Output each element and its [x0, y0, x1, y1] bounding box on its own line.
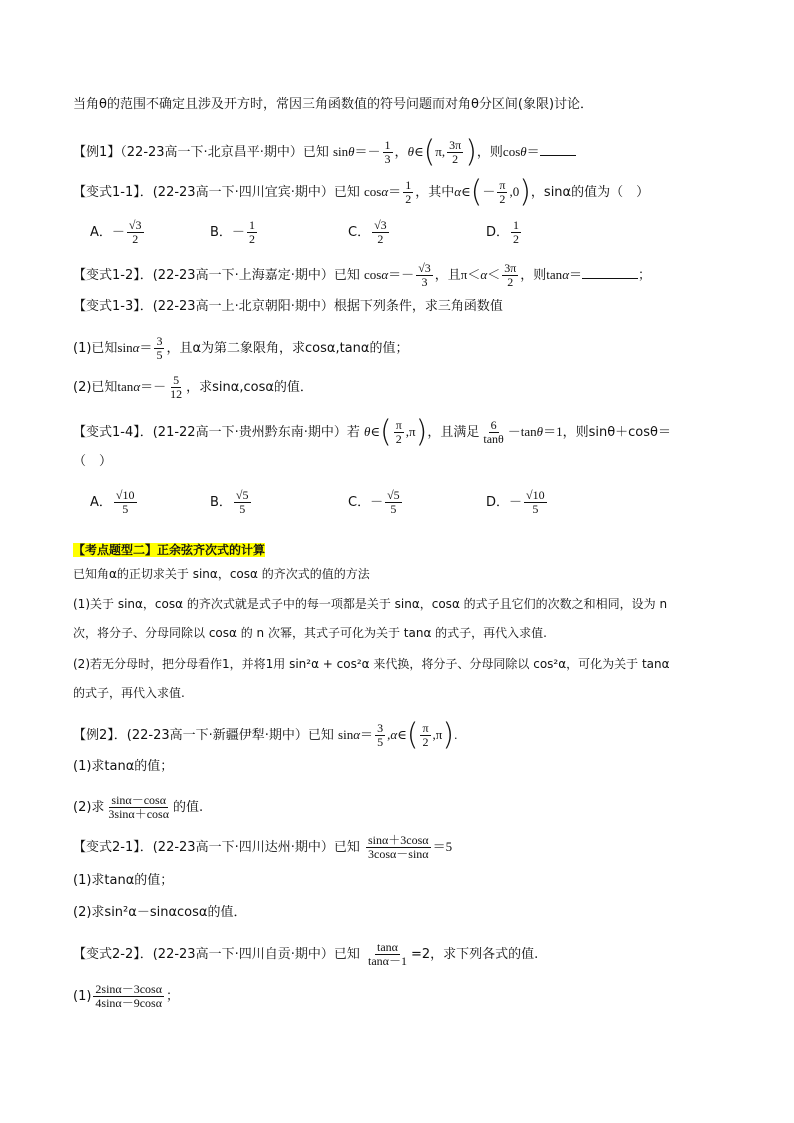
example-2: 【例2】．(22-23高一下·新疆伊犁·期中）已知 sinα＝ $\frac{3}{5}$ ,α∈( $\frac{\pi}{2}$ ,π). [73, 717, 458, 753]
variant-2-2-q1: (1) $\frac{2\sin\alpha-3\cos\alpha}{4\sin\alpha-9\cos\alpha}$ ； [73, 982, 180, 1010]
option-b[interactable]: B． $\frac{√5}{5}$ [210, 488, 249, 516]
variant-2-1-q1: (1)求tanα的值； [73, 873, 174, 888]
variant-2-2: 【变式2-2】．(22-23高一下·四川自贡·期中）已知 $\frac{\tan\alpha}{\tan\alpha-1}$ =2，求下列各式的值. [73, 940, 539, 968]
variant-1-3: 【变式1-3】．(22-23高一上·北京朝阳·期中）根据下列条件，求三角函数值 [73, 299, 503, 314]
variant-1-2: 【变式1-2】．(22-23高一下·上海嘉定·期中）已知 cosα＝－ $\frac{√3}{3}$ ，且π＜α＜ $\frac{3\pi}{2}$ ，则tanα＝ ； [73, 261, 652, 289]
method-line-5: 的式子，再代入求值. [73, 686, 185, 700]
variant-1-3-q2: (2)已知tanα＝－ $\frac{5}{12}$ ，求sinα,cosα的值． [73, 373, 313, 401]
variant-2-1-q2: (2)求sin²α－sinαcosα的值． [73, 905, 247, 920]
method-line-4: (2)若无分母时，把分母看作1，并将1用 sin²α + cos²α 来代换，将分子、分母同除以 cos²α，可化为关于 tanα [73, 657, 670, 671]
intro-text: 当角θ的范围不确定且涉及开方时，常因三角函数值的符号问题而对角θ分区间(象限)讨论． [73, 97, 594, 112]
example-2-q2: (2)求 $\frac{\sin\alpha-\cos\alpha}{3\sin\alpha+\cos\alpha}$ 的值. [73, 793, 204, 821]
option-b[interactable]: B．－ $\frac{1}{2}$ [210, 218, 255, 246]
variant-1-4-paren: （ ） [73, 454, 113, 469]
example-2-q1: (1)求tanα的值； [73, 759, 174, 774]
variant-1-1: 【变式1-1】．(22-23高一下·四川宜宾·期中）已知 cosα＝ $\frac{1}{2}$ ，其中α∈(－ $\frac{\pi}{2}$ ,0)，sinα的值为（ ） [73, 174, 650, 210]
variant-2-1: 【变式2-1】．(22-23高一下·四川达州·期中）已知 $\frac{\sin\alpha+3\cos\alpha}{3\cos\alpha-\sin\alpha}$ ＝5 [73, 833, 453, 861]
option-d[interactable]: D．－ $\frac{√10}{5}$ [486, 488, 545, 516]
option-c[interactable]: C． $\frac{√3}{2}$ [348, 218, 387, 246]
method-line-2: (1)关于 sinα，cosα 的齐次式就是式子中的每一项都是关于 sinα，cosα 的式子且它们的次数之和相同，设为 n [73, 597, 668, 611]
section-title: 【考点题型二】正余弦齐次式的计算 [73, 543, 266, 557]
option-a[interactable]: A．－ $\frac{√3}{2}$ [90, 218, 142, 246]
variant-1-4: 【变式1-4】．(21-22高一下·贵州黔东南·期中）若 θ∈( $\frac{\pi}{2}$ ,π)，且满足 $\frac{6}{\tan\theta}$ －tanθ＝1，则sinθ＋cosθ＝ [73, 414, 671, 450]
option-a[interactable]: A． $\frac{√10}{5}$ [90, 488, 135, 516]
option-c[interactable]: C．－ $\frac{√5}{5}$ [348, 488, 400, 516]
method-line-1: 已知角α的正切求关于 sinα，cosα 的齐次式的值的方法 [73, 567, 370, 581]
example-1: 【例1】（22-23高一下·北京昌平·期中）已知 sinθ＝－ $\frac{1}{3}$ ，θ∈(π, $\frac{3\pi}{2}$ )，则cosθ＝ [73, 139, 576, 166]
variant-1-3-q1: (1)已知sinα＝ $\frac{3}{5}$ ，且α为第二象限角，求cosα,tanα的值； [73, 334, 409, 362]
method-line-3: 次，将分子、分母同除以 cosα 的 n 次幂，其式子可化为关于 tanα 的式子，再代入求值. [73, 626, 547, 640]
option-d[interactable]: D． $\frac{1}{2}$ [486, 218, 520, 246]
